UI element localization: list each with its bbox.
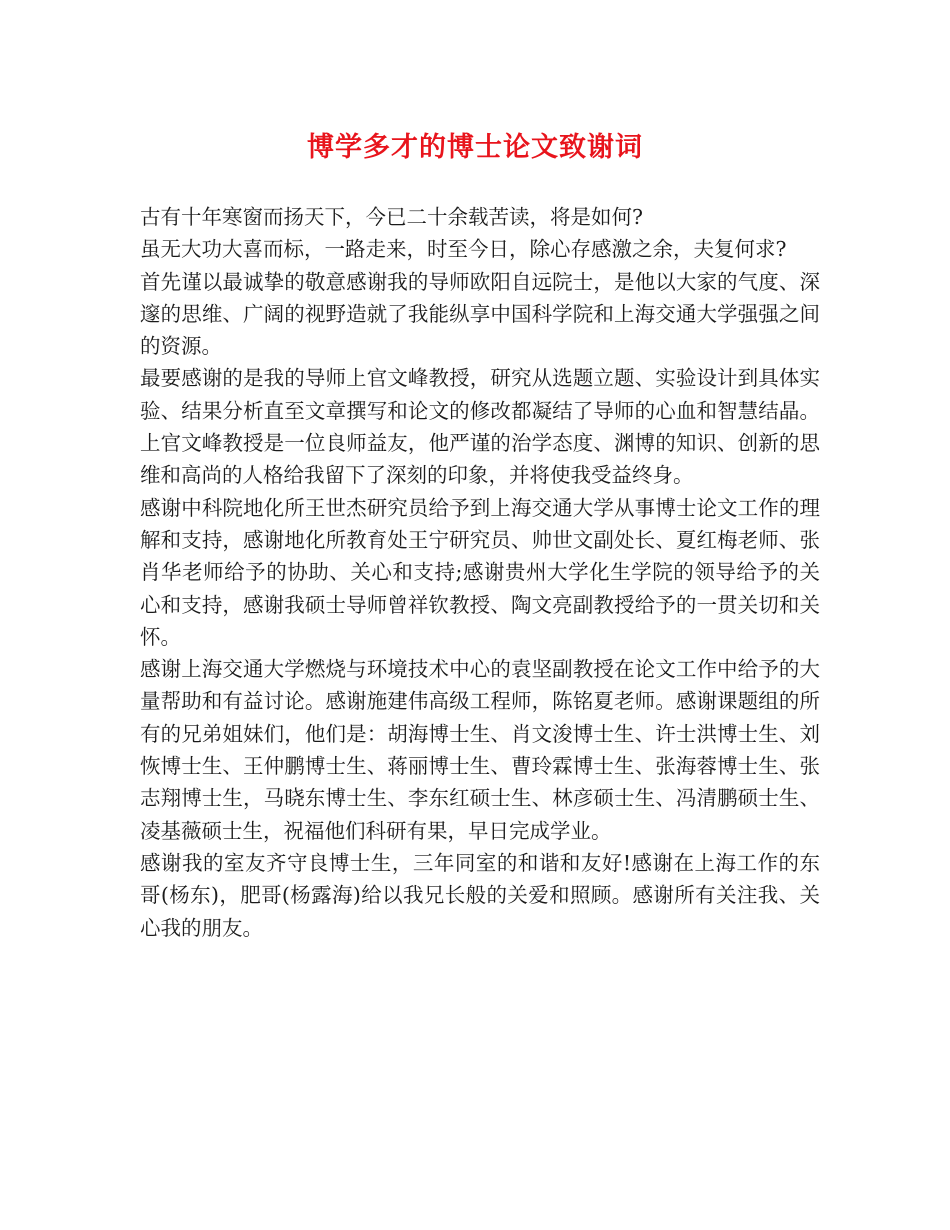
document-body: [140, 201, 820, 944]
paragraph-2: 虽无大功大喜而标，一路走来，时至今日，除心存感激之余，夫复何求?: [140, 237, 787, 262]
paragraph-4: 最要感谢的是我的导师上官文峰教授，研究从选题立题、实验设计到具体实验、结果分析直至文章撰写和论文的修改都凝结了导师的心血和智慧结晶。上官文峰教授是一位良师益友，他严谨的治学态度、渊博的知识、创新的思维和高尚的人格给我留下了深刻的印象，并将使我受益终身。: [140, 366, 820, 488]
paragraph-1: 古有十年寒窗而扬天下，今已二十余载苦读，将是如何?: [140, 205, 643, 229]
paragraph-7: 感谢我的室友齐守良博士生，三年同室的和谐和友好!感谢在上海工作的东哥(杨东)，肥哥(杨露海)给以我兄长般的关爱和照顾。感谢所有关注我、关心我的朋友。: [140, 850, 820, 940]
paragraph-6: 感谢上海交通大学燃烧与环境技术中心的袁坚副教授在论文工作中给予的大量帮助和有益讨论。感谢施建伟高级工程师，陈铭夏老师。感谢课题组的所有的兄弟姐妹们，他们是：胡海博士生、肖文浚博士生、许士洪博士生、刘恢博士生、王仲鹏博士生、蒋丽博士生、曹玲霖博士生、张海蓉博士生、张志翔博士生，马晓东博士生、李东红硕士生、林彦硕士生、冯清鹏硕士生、凌基薇硕士生，祝福他们科研有果，早日完成学业。: [140, 657, 820, 843]
paragraph-5: 感谢中科院地化所王世杰研究员给予到上海交通大学从事博士论文工作的理解和支持，感谢地化所教育处王宁研究员、帅世文副处长、夏红梅老师、张肖华老师给予的协助、关心和支持;感谢贵州大学化生学院的领导给予的关心和支持，感谢我硕士导师曾祥钦教授、陶文亮副教授给予的一贯关切和关怀。: [140, 495, 820, 649]
paragraph-3: 首先谨以最诚挚的敬意感谢我的导师欧阳自远院士，是他以大家的气度、深邃的思维、广阔的视野造就了我能纵享中国科学院和上海交通大学强强之间的资源。: [140, 269, 820, 359]
document-title: 博学多才的博士论文致谢词: [307, 132, 643, 163]
